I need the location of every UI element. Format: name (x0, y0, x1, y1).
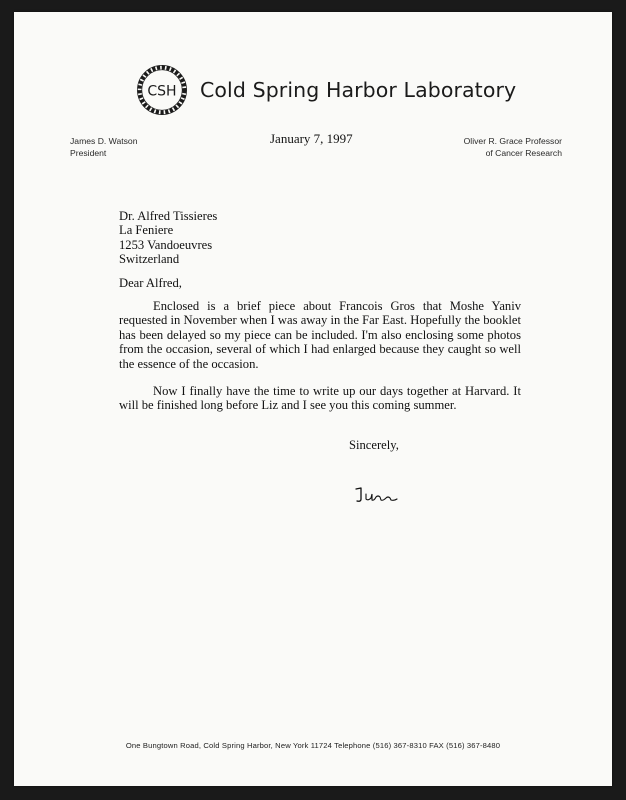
closing: Sincerely, (349, 438, 399, 452)
logo-text: CSH (147, 83, 177, 100)
sender-block (70, 135, 138, 159)
letterhead (136, 64, 536, 116)
professorship-line2: of Cancer Research (485, 148, 562, 158)
letter-date: January 7, 1997 (270, 131, 353, 146)
letter-page (14, 12, 612, 786)
recipient-line3: Switzerland (119, 252, 180, 267)
salutation: Dear Alfred, (119, 276, 182, 290)
recipient-line2: 1253 Vandoeuvres (119, 237, 213, 252)
csh-logo-icon (136, 64, 188, 116)
body-paragraph-2: Now I finally have the time to write up our days together at Harvard. It will be finished long before Liz and I see you this coming summer. (119, 384, 521, 413)
body-paragraph-1: Enclosed is a brief piece about Francois Gros that Moshe Yaniv requested in November when I was away in the Far East. Hopefully the booklet has been delayed so my piece can be included. I'm also enclosing some photos from the occasion, several of which I had enlarged because they caught so well the essence of the occasion. (119, 299, 521, 371)
recipient-name: Dr. Alfred Tissieres (119, 209, 218, 223)
organization-name: Cold Spring Harbor Laboratory (200, 78, 517, 102)
letterhead-footer: One Bungtown Road, Cold Spring Harbor, New York 11724 Telephone (516) 367-8310 FAX (516) 367-8480 (125, 741, 501, 750)
professorship-block (464, 135, 562, 159)
recipient-line1: La Feniere (119, 223, 174, 238)
signature (352, 483, 400, 505)
recipient-address (119, 209, 217, 267)
professorship-line1: Oliver R. Grace Professor (463, 136, 562, 146)
sender-name: James D. Watson (70, 136, 138, 146)
sender-title: President (70, 148, 107, 158)
